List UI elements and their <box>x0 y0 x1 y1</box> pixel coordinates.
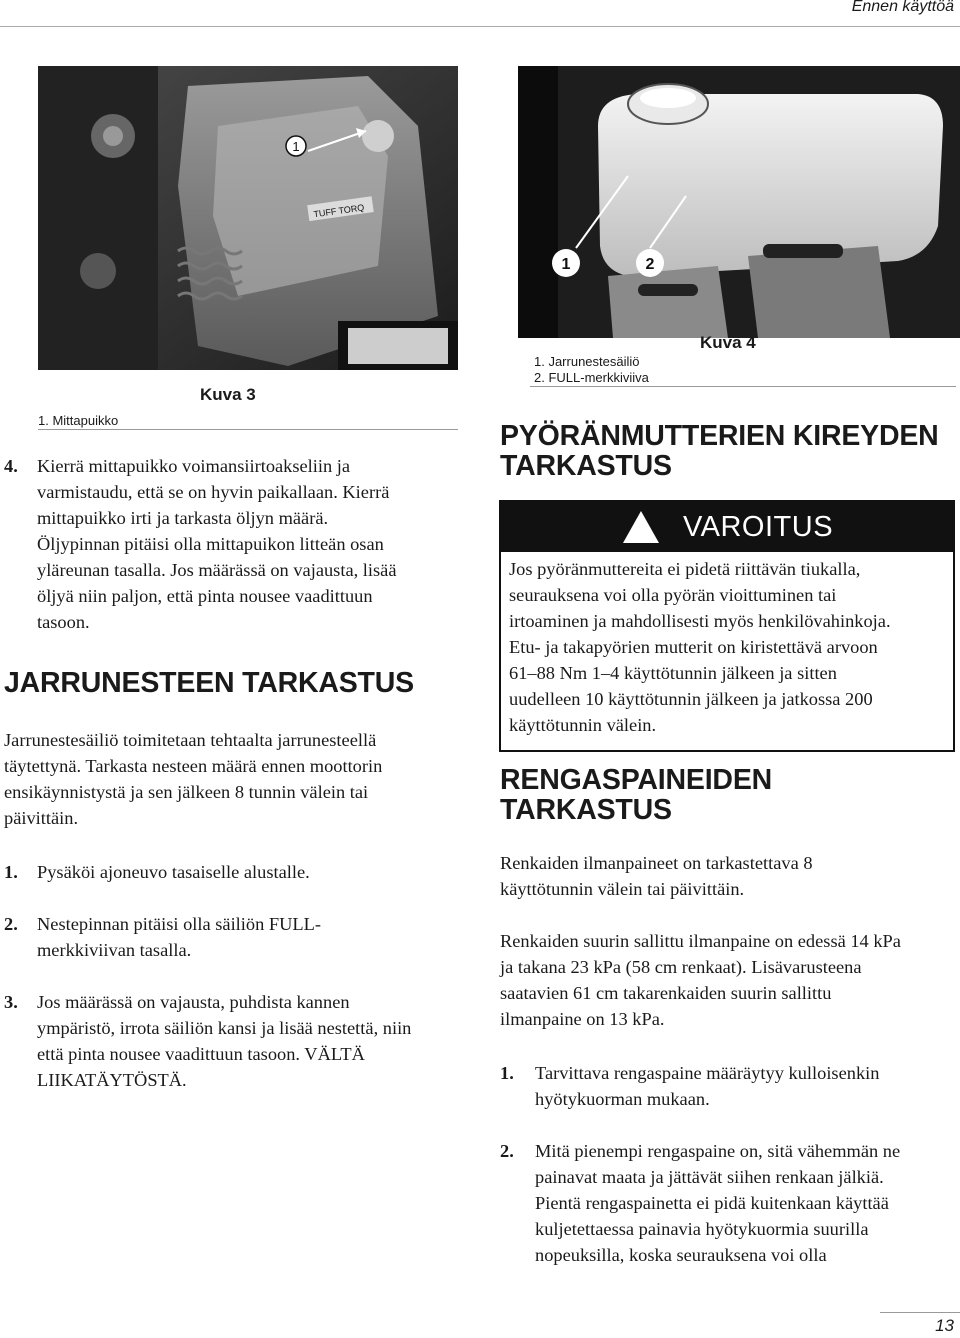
heading-line: TARKASTUS <box>500 450 672 482</box>
figure-4-photo <box>518 66 960 338</box>
warning-line: käyttötunnin välein. <box>509 715 657 735</box>
warning-text <box>509 556 949 738</box>
step-line: merkkiviivan tasalla. <box>37 940 192 960</box>
paragraph-line: päivittäin. <box>4 808 79 828</box>
callout-1-figure3: 1 <box>292 139 300 154</box>
paragraph-line: saatavien 61 cm takarenkaiden suurin sallittu <box>500 983 832 1003</box>
step-line: että pinta nousee vaadittuun tasoon. VÄLTÄ <box>37 1044 365 1064</box>
step-line: painavat maata ja jättävät siihen renkaan jälkiä. <box>535 1167 884 1187</box>
step-line: LIIKATÄYTÖSTÄ. <box>37 1070 187 1090</box>
warning-line: Etu- ja takapyörien mutterit on kiristettävä arvoon <box>509 637 878 657</box>
heading-line: PYÖRÄNMUTTERIEN KIREYDEN <box>500 420 939 452</box>
step-line: ympäristö, irrota säiliön kansi ja lisää nestettä, niin <box>37 1018 412 1038</box>
step-number: 1. <box>4 862 18 882</box>
paragraph-line: ja takana 23 kPa (58 cm renkaat). Lisävarusteena <box>500 957 862 977</box>
footer-rule <box>880 1312 960 1313</box>
running-header: Ennen käyttöä <box>851 0 954 15</box>
paragraph-line: käyttötunnin välein tai päivittäin. <box>500 879 745 899</box>
step-line: Tarvittava rengaspaine määräytyy kulloisenkin <box>535 1063 880 1083</box>
engine-illustration <box>38 66 458 370</box>
paragraph-line: ilmanpaine on 13 kPa. <box>500 1009 665 1029</box>
step-number: 2. <box>500 1141 514 1161</box>
step-line: Pysäköi ajoneuvo tasaiselle alustalle. <box>37 862 310 882</box>
gearbox-label: TUFF TORQ <box>312 202 365 220</box>
step-line: Öljypinnan pitäisi olla mittapuikon litteän osan <box>37 534 384 554</box>
warning-line: 61–88 Nm 1–4 käyttötunnin jälkeen ja sitten <box>509 663 837 683</box>
warning-line: seurauksena voi olla pyörän vioittuminen tai <box>509 585 837 605</box>
figure-4-caption-item-1: 1. Jarrunestesäiliö <box>534 354 640 369</box>
section-heading-tire-pressure <box>500 765 772 825</box>
step-number: 3. <box>4 992 18 1012</box>
step-number: 1. <box>500 1063 514 1083</box>
paragraph-line: Renkaiden suurin sallittu ilmanpaine on edessä 14 kPa <box>500 931 901 951</box>
step-line: varmistaudu, että se on hyvin paikallaan. Kierrä <box>37 482 390 502</box>
paragraph-line: Jarrunestesäiliö toimitetaan tehtaalta jarrunesteellä <box>4 730 377 750</box>
step-line: nopeuksilla, koska seurauksena voi olla <box>535 1245 827 1265</box>
figure-3-caption-item: 1. Mittapuikko <box>38 413 119 428</box>
step-number: 2. <box>4 914 18 934</box>
step-line: Nestepinnan pitäisi olla säiliön FULL- <box>37 914 321 934</box>
figure-4-caption-item-2: 2. FULL-merkkiviiva <box>534 370 649 385</box>
paragraph-line: täytettynä. Tarkasta nesteen määrä ennen moottorin <box>4 756 383 776</box>
section-heading-brake-fluid: JARRUNESTEEN TARKASTUS <box>4 667 414 699</box>
warning-box <box>499 500 955 752</box>
brake-fluid-paragraph <box>4 727 474 831</box>
step-line: mittapuikko irti ja tarkasta öljyn määrä. <box>37 508 329 528</box>
figure-3-caption-rule <box>38 429 458 430</box>
figure-4-title: Kuva 4 <box>700 333 756 352</box>
warning-line: Jos pyöränmuttereita ei pidetä riittävän tiukalla, <box>509 559 861 579</box>
step-line: Jos määrässä on vajausta, puhdista kannen <box>37 992 350 1012</box>
warning-line: uudelleen 10 käyttötunnin jälkeen ja jatkossa 200 <box>509 689 873 709</box>
step-line: Pientä rengaspainetta ei pidä kuitenkaan käyttää <box>535 1193 889 1213</box>
step-line: tasoon. <box>37 612 90 632</box>
figure-3-title: Kuva 3 <box>200 385 256 404</box>
callout-1-figure4: 1 <box>561 256 571 273</box>
figure-3-photo <box>38 66 458 370</box>
page-number: 13 <box>935 1316 954 1335</box>
tire-paragraph-2 <box>500 928 958 1032</box>
step-line: yläreunan tasalla. Jos määrässä on vajausta, lisää <box>37 560 397 580</box>
warning-line: irtoaminen ja mahdollisesti myös henkilövahinkoja. <box>509 611 891 631</box>
step-line: öljyä niin paljon, että pinta nousee vaadittuun <box>37 586 373 606</box>
step-line: Mitä pienempi rengaspaine on, sitä vähemmän ne <box>535 1141 901 1161</box>
warning-title: VAROITUS <box>682 510 834 543</box>
callout-2-figure4: 2 <box>645 256 655 273</box>
paragraph-line: ensikäynnistystä ja sen jälkeen 8 tunnin välein tai <box>4 782 369 802</box>
step-line: kuljetettaessa painavia hyötykuormia suurilla <box>535 1219 869 1239</box>
tire-paragraph-1 <box>500 850 955 902</box>
step-line: hyötykuorman mukaan. <box>535 1089 710 1109</box>
figure-4-caption-rule <box>530 386 956 387</box>
reservoir-illustration <box>518 66 960 338</box>
heading-line: RENGASPAINEIDEN <box>500 764 773 796</box>
step-line: Kierrä mittapuikko voimansiirtoakseliin ja <box>37 456 351 476</box>
warning-header <box>501 502 953 552</box>
heading-line: TARKASTUS <box>500 794 672 826</box>
section-heading-wheel-nuts <box>500 421 939 481</box>
header-rule <box>0 26 960 27</box>
step-number: 4. <box>4 456 18 476</box>
warning-symbol: ! <box>657 514 665 539</box>
paragraph-line: Renkaiden ilmanpaineet on tarkastettava 8 <box>500 853 813 873</box>
